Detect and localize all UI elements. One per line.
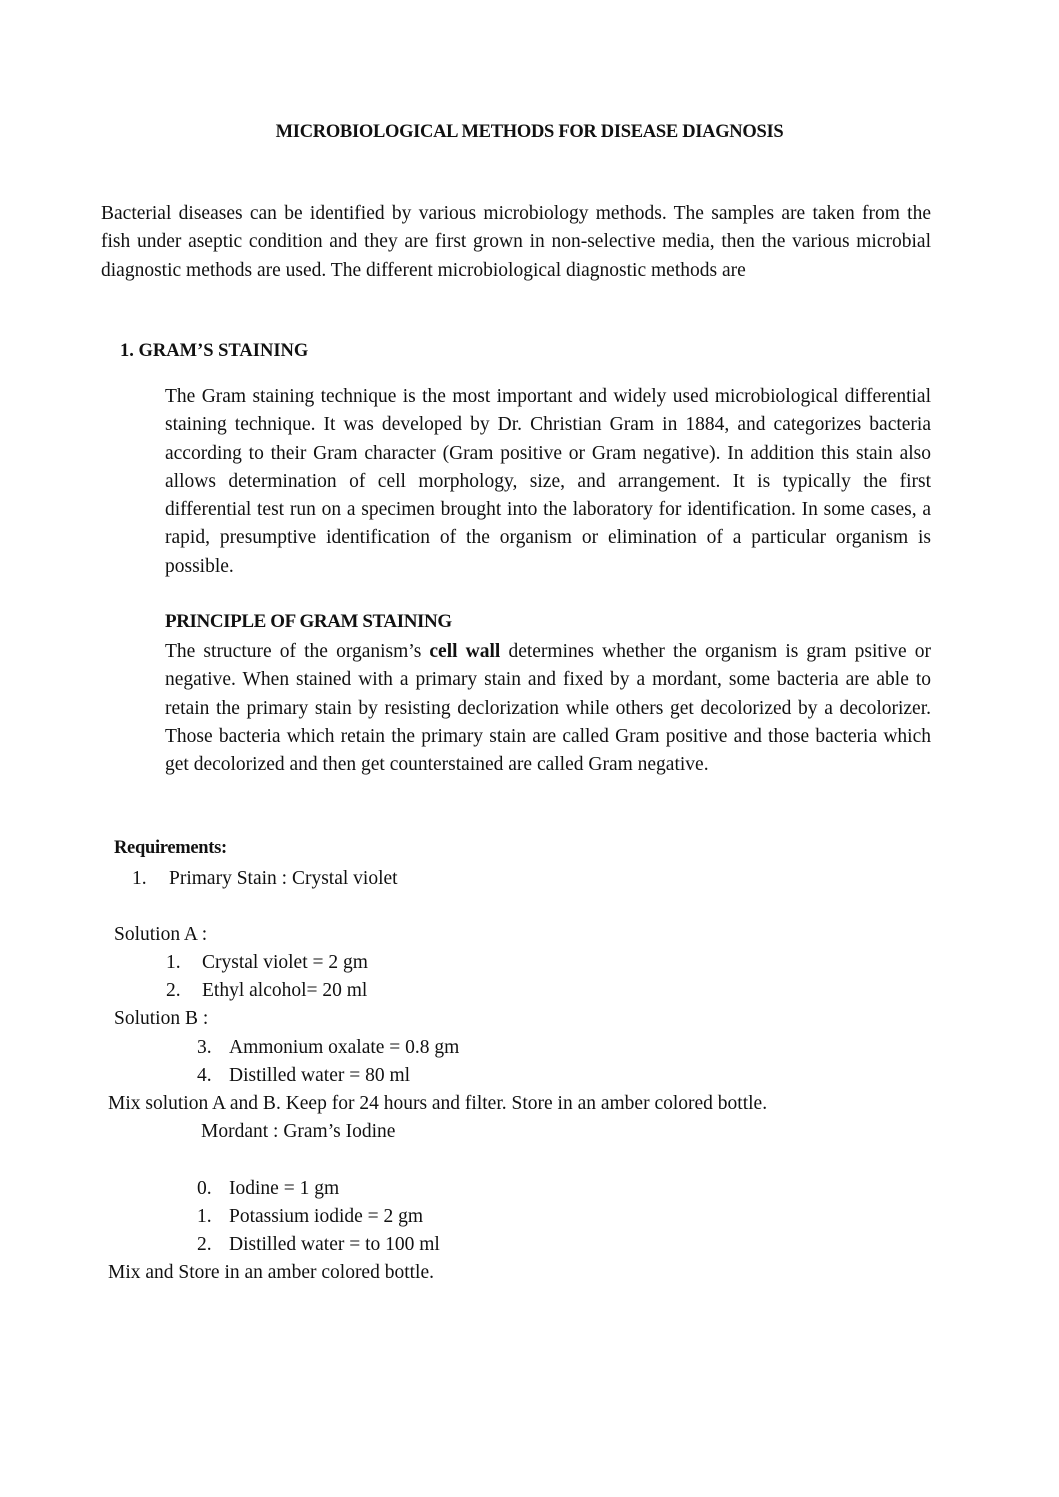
requirements-heading: Requirements:: [114, 838, 227, 858]
list-text: Potassium iodide = 2 gm: [229, 1206, 424, 1227]
principle-text-start: The structure of the organism’s: [165, 641, 430, 662]
list-item: [166, 949, 368, 977]
list-item: [197, 1231, 440, 1259]
principle-text-end: determines whether the organism is gram psitive or negative. When stained with a primary stain and fixed by a mordant, some bacteria are able to retain the primary stain by resisting declorization while others get decolorized by a decolorizer. Those bacteria which retain the primary stain are called Gram positive and those bacteria which get decolorized and then get counterstained are called Gram negative.: [165, 641, 931, 776]
principle-heading: PRINCIPLE OF GRAM STAINING: [165, 611, 452, 632]
mix-solution-note: Mix solution A and B. Keep for 24 hours and filter. Store in an amber colored bottle.: [108, 1093, 768, 1114]
list-text: Iodine = 1 gm: [229, 1178, 340, 1199]
list-number: 0.: [197, 1178, 212, 1199]
solution-a-label: Solution A :: [114, 924, 208, 945]
principle-paragraph: [165, 638, 931, 779]
list-number: 1.: [166, 952, 181, 973]
list-number: 4.: [197, 1065, 212, 1086]
mix-store-note: Mix and Store in an amber colored bottle.: [108, 1262, 434, 1283]
list-text: Distilled water = 80 ml: [229, 1065, 411, 1086]
list-text: Ammonium oxalate = 0.8 gm: [229, 1037, 460, 1058]
mordant-label: Mordant : Gram’s Iodine: [201, 1121, 396, 1142]
document-title: MICROBIOLOGICAL METHODS FOR DISEASE DIAGNOSIS: [275, 122, 784, 142]
primary-stain-item: [132, 865, 398, 893]
list-item: [166, 977, 367, 1005]
gram-staining-paragraph: The Gram staining technique is the most important and widely used microbiological differential staining technique. It was developed by Dr. Christian Gram in 1884, and categorizes bacteria according to their Gram character (Gram positive or Gram negative). In addition this stain also allows determination of cell morphology, size, and arrangement. It is typically the first differential test run on a specimen brought into the laboratory for identification. In some cases, a rapid, presumptive identification of the organism or elimination of a particular organism is possible.: [165, 386, 931, 577]
list-number: 1.: [197, 1206, 212, 1227]
solution-b-label: Solution B :: [114, 1008, 209, 1029]
list-number: 1.: [132, 868, 147, 889]
list-text: Ethyl alcohol= 20 ml: [202, 980, 368, 1001]
list-item: [197, 1062, 410, 1090]
list-text: Primary Stain : Crystal violet: [169, 868, 398, 889]
list-text: Crystal violet = 2 gm: [202, 952, 368, 973]
cell-wall-emphasis: cell wall: [429, 641, 501, 662]
list-item: [197, 1034, 459, 1062]
list-number: 2.: [166, 980, 181, 1001]
list-number: 3.: [197, 1037, 212, 1058]
list-number: 2.: [197, 1234, 212, 1255]
intro-paragraph: Bacterial diseases can be identified by various microbiology methods. The samples are taken from the fish under aseptic condition and they are first grown in non-selective media, then the various microbial diagnostic methods are used. The different microbiological diagnostic methods are: [101, 203, 931, 281]
list-text: Distilled water = to 100 ml: [229, 1234, 440, 1255]
list-item: [197, 1203, 423, 1231]
list-item: [197, 1175, 339, 1203]
section-heading-gram-staining: 1. GRAM’S STAINING: [120, 341, 309, 361]
